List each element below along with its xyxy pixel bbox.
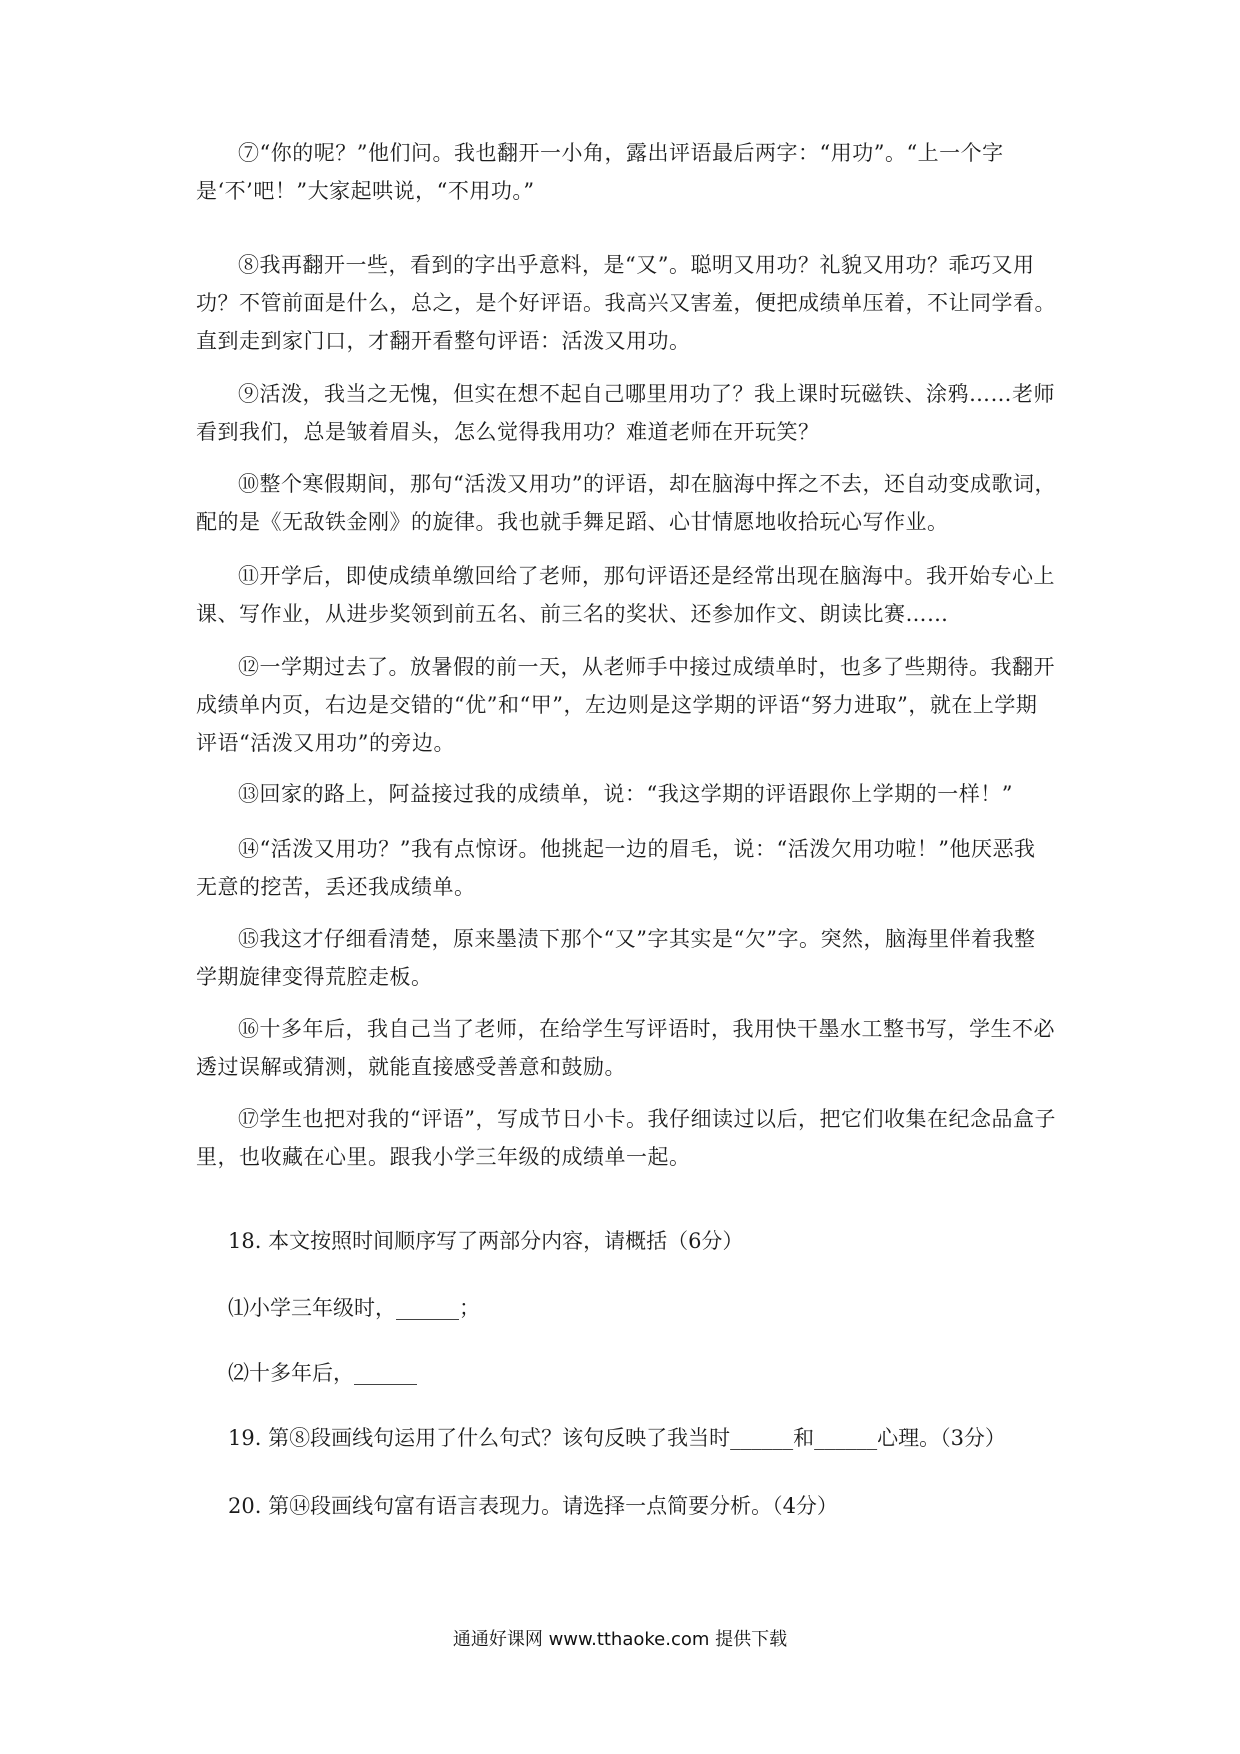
paragraph-13: ⑬回家的路上，阿益接过我的成绩单，说：“我这学期的评语跟你上学期的一样！”	[238, 782, 1013, 806]
paragraph-15: ⑮我这才仔细看清楚，原来墨渍下那个“又”字其实是“欠”字。突然，脑海里伴着我整学期旋律变得荒腔走板。	[196, 927, 1036, 989]
paragraph-17: ⑰学生也把对我的“评语”，写成节日小卡。我仔细读过以后，把它们收集在纪念品盒子里，也收藏在心里。跟我小学三年级的成绩单一起。	[196, 1107, 1056, 1169]
paragraph-16: ⑯十多年后，我自己当了老师，在给学生写评语时，我用快干墨水工整书写，学生不必透过误解或猜测，就能直接感受善意和鼓励。	[196, 1017, 1055, 1079]
paragraph-10: ⑩整个寒假期间，那句“活泼又用功”的评语，却在脑海中挥之不去，还自动变成歌词，配的是《无敌铁金刚》的旋律。我也就手舞足蹈、心甘情愿地收拾玩心写作业。	[196, 472, 1056, 534]
question-18: 18. 本文按照时间顺序写了两部分内容，请概括（6分）	[228, 1229, 744, 1253]
paragraph-14: ⑭“活泼又用功？”我有点惊讶。他挑起一边的眉毛，说：“活泼欠用功啦！”他厌恶我无意的挖苦，丢还我成绩单。	[196, 837, 1036, 899]
question-18-part-1: ⑴小学三年级时，______；	[228, 1296, 480, 1320]
paragraph-9: ⑨活泼，我当之无愧，但实在想不起自己哪里用功了？我上课时玩磁铁、涂鸦……老师看到我们，总是皱着眉头，怎么觉得我用功？难道老师在开玩笑？	[196, 382, 1055, 444]
question-20: 20. 第⑭段画线句富有语言表现力。请选择一点简要分析。（4分）	[228, 1494, 838, 1518]
paragraph-11: ⑪开学后，即使成绩单缴回给了老师，那句评语还是经常出现在脑海中。我开始专心上课、写作业，从进步奖领到前五名、前三名的奖状、还参加作文、朗读比赛……	[196, 564, 1055, 626]
paragraph-8: ⑧我再翻开一些，看到的字出乎意料，是“又”。聪明又用功？礼貌又用功？乖巧又用功？不管前面是什么，总之，是个好评语。我高兴又害羞，便把成绩单压着，不让同学看。直到走到家门口，才翻开看整句评语：活泼又用功。	[196, 253, 1056, 353]
question-18-part-2: ⑵十多年后，______	[228, 1361, 417, 1385]
paragraph-7: ⑦“你的呢？”他们问。我也翻开一小角，露出评语最后两字：“用功”。“上一个字是‘不’吧！”大家起哄说，“不用功。”	[196, 141, 1004, 203]
paragraph-12: ⑫一学期过去了。放暑假的前一天，从老师手中接过成绩单时，也多了些期待。我翻开成绩单内页，右边是交错的“优”和“甲”，左边则是这学期的评语“努力进取”，就在上学期评语“活泼又用功”的旁边。	[196, 655, 1055, 755]
footer-download-note: 通通好课网 www.tthaoke.com 提供下载	[452, 1629, 788, 1650]
question-19: 19. 第⑧段画线句运用了什么句式？该句反映了我当时______和______心理。（3分）	[228, 1426, 1006, 1450]
